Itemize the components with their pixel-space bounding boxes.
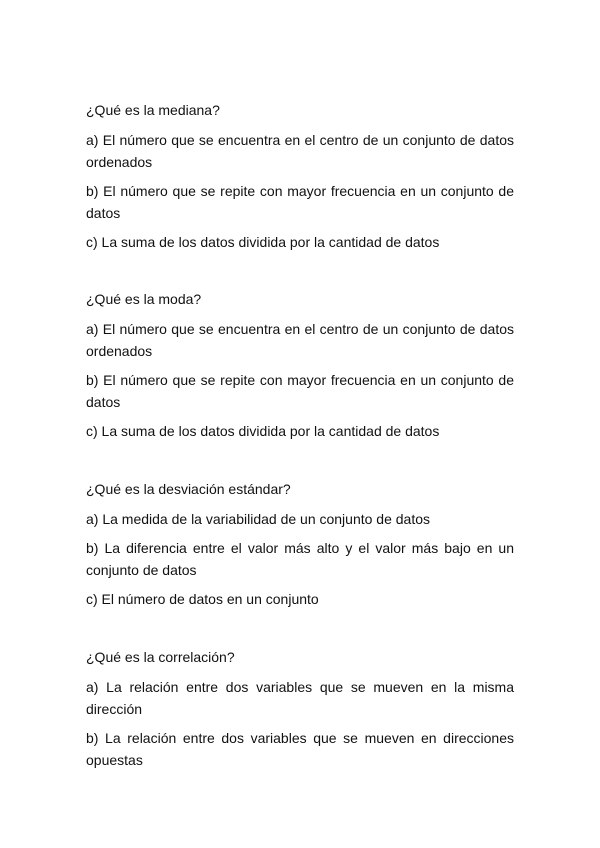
option-c: c) El número de datos en un conjunto	[86, 591, 319, 607]
option-b: b) El número que se repite con mayor frecuencia en un conjunto de datos	[86, 372, 514, 410]
option-a: a) La relación entre dos variables que se mueven en la misma dirección	[86, 679, 514, 717]
options-list	[86, 129, 514, 253]
option-c: c) La suma de los datos dividida por la cantidad de datos	[86, 423, 440, 439]
option-b: b) La diferencia entre el valor más alto y el valor más bajo en un conjunto de datos	[86, 540, 514, 578]
options-list	[86, 508, 514, 610]
option-b: b) El número que se repite con mayor frecuencia en un conjunto de datos	[86, 183, 514, 221]
option-a: a) El número que se encuentra en el centro de un conjunto de datos ordenados	[86, 321, 514, 359]
question-block-desviacion-estandar	[86, 478, 514, 610]
option-a: a) El número que se encuentra en el centro de un conjunto de datos ordenados	[86, 132, 514, 170]
question-text: ¿Qué es la mediana?	[86, 102, 220, 118]
options-list	[86, 676, 514, 771]
option-c: c) La suma de los datos dividida por la cantidad de datos	[86, 234, 440, 250]
options-list	[86, 318, 514, 442]
option-a: a) La medida de la variabilidad de un conjunto de datos	[86, 511, 431, 527]
question-text: ¿Qué es la desviación estándar?	[86, 481, 291, 497]
question-block-correlacion	[86, 646, 514, 771]
question-block-moda	[86, 288, 514, 442]
question-block-mediana	[86, 99, 514, 253]
question-text: ¿Qué es la correlación?	[86, 649, 235, 665]
option-b: b) La relación entre dos variables que se mueven en direcciones opuestas	[86, 730, 514, 768]
question-text: ¿Qué es la moda?	[86, 291, 202, 307]
